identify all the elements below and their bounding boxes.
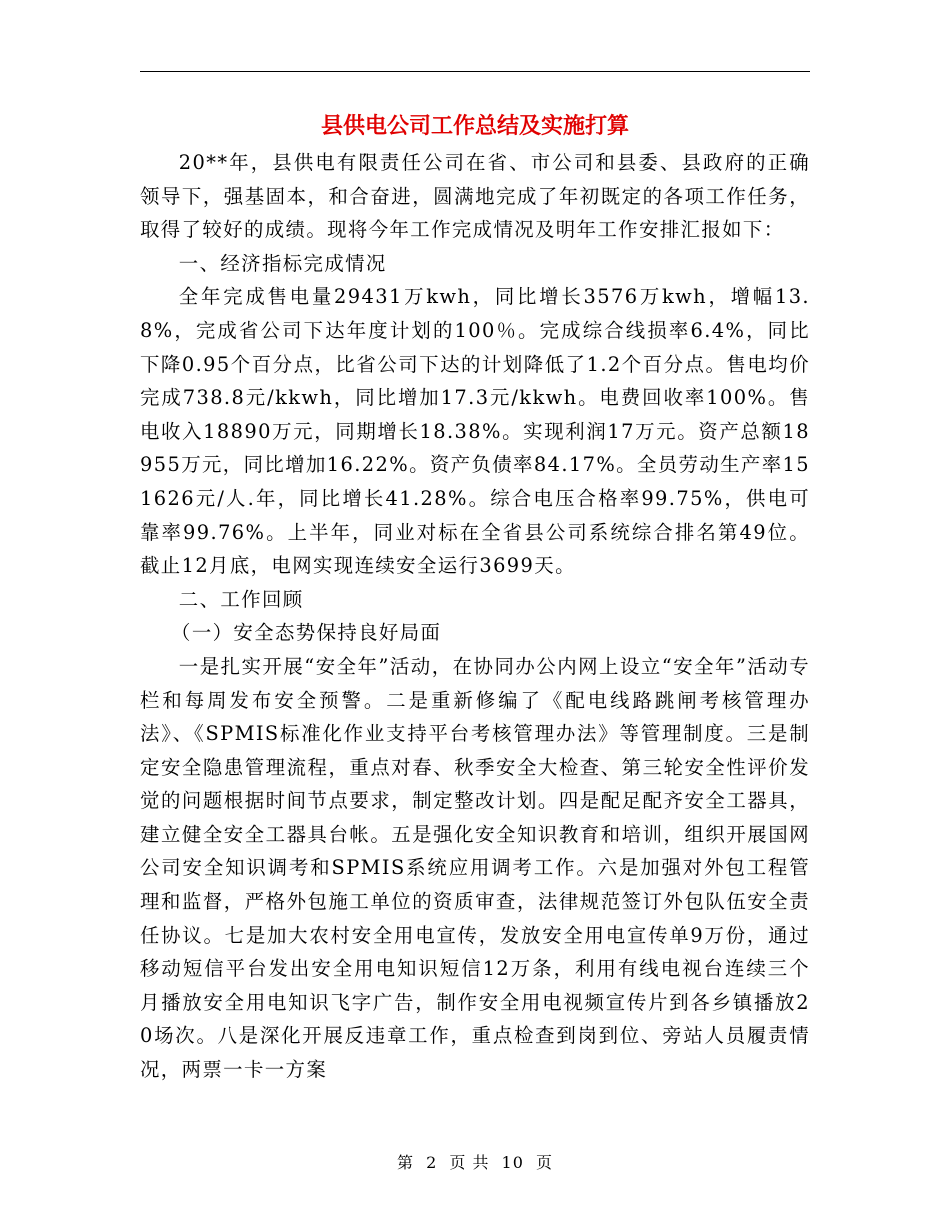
intro-paragraph: 20**年，县供电有限责任公司在省、市公司和县委、县政府的正确领导下，强基固本，和合奋进，圆满地完成了年初既定的各项工作任务，取得了较好的成绩。现将今年工作完成情况及明年工作安排汇报如下： [140,151,810,242]
footer-page-number: 2 [426,1153,438,1172]
document-body [140,146,810,1087]
subsection-heading-safety: （一）安全态势保持良好局面 [171,621,442,645]
footer-suffix: 页 [536,1153,554,1172]
footer-total-pages: 10 [501,1153,524,1172]
page-footer [140,1150,810,1173]
safety-paragraph: 一是扎实开展“安全年”活动，在协同办公内网上设立“安全年”活动专栏和每周发布安全预警。二是重新修编了《配电线路跳闸考核管理办法》、《SPMIS标准化作业支持平台考核管理办法》等管理制度。三是制定安全隐患管理流程，重点对春、秋季安全大检查、第三轮安全性评价发觉的问题根据时间节点要求，制定整改计划。四是配足配齐安全工器具，建立健全安全工器具台帐。五是强化安全知识教育和培训，组织开展国网公司安全知识调考和SPMIS系统应用调考工作。六是加强对外包工程管理和监督，严格外包施工单位的资质审查，法律规范签订外包队伍安全责任协议。七是加大农村安全用电宣传，发放安全用电宣传单9万份，通过移动短信平台发出安全用电知识短信12万条，利用有线电视台连续三个月播放安全用电知识飞字广告，制作安全用电视频宣传片到各乡镇播放20场次。八是深化开展反违章工作，重点检查到岗到位、旁站人员履责情况，两票一卡一方案 [140,654,810,1082]
footer-prefix: 第 [396,1153,414,1172]
section-heading-work-review: 二、工作回顾 [178,587,304,611]
section-heading-economic-indicators: 一、经济指标完成情况 [178,251,387,275]
document-title: 县供电公司工作总结及实施打算 [320,113,629,139]
economic-indicators-paragraph: 全年完成售电量29431万kwh，同比增长3576万kwh，增幅13.8%，完成省公司下达年度计划的100％。完成综合线损率6.4%，同比下降0.95个百分点，比省公司下达的计划降低了1.2个百分点。售电均价完成738.8元/kkwh，同比增加17.3元/kkwh。电费回收率100%。售电收入18890万元，同期增长18.38%。实现利润17万元。资产总额18955万元，同比增加16.22%。资产负债率84.17%。全员劳动生产率151626元/人.年，同比增长41.28%。综合电压合格率99.75%，供电可靠率99.76%。上半年，同业对标在全省县公司系统综合排名第49位。截止12月底，电网实现连续安全运行3699天。 [140,285,810,578]
footer-mid: 页 共 [449,1153,490,1172]
header-rule [140,71,810,72]
